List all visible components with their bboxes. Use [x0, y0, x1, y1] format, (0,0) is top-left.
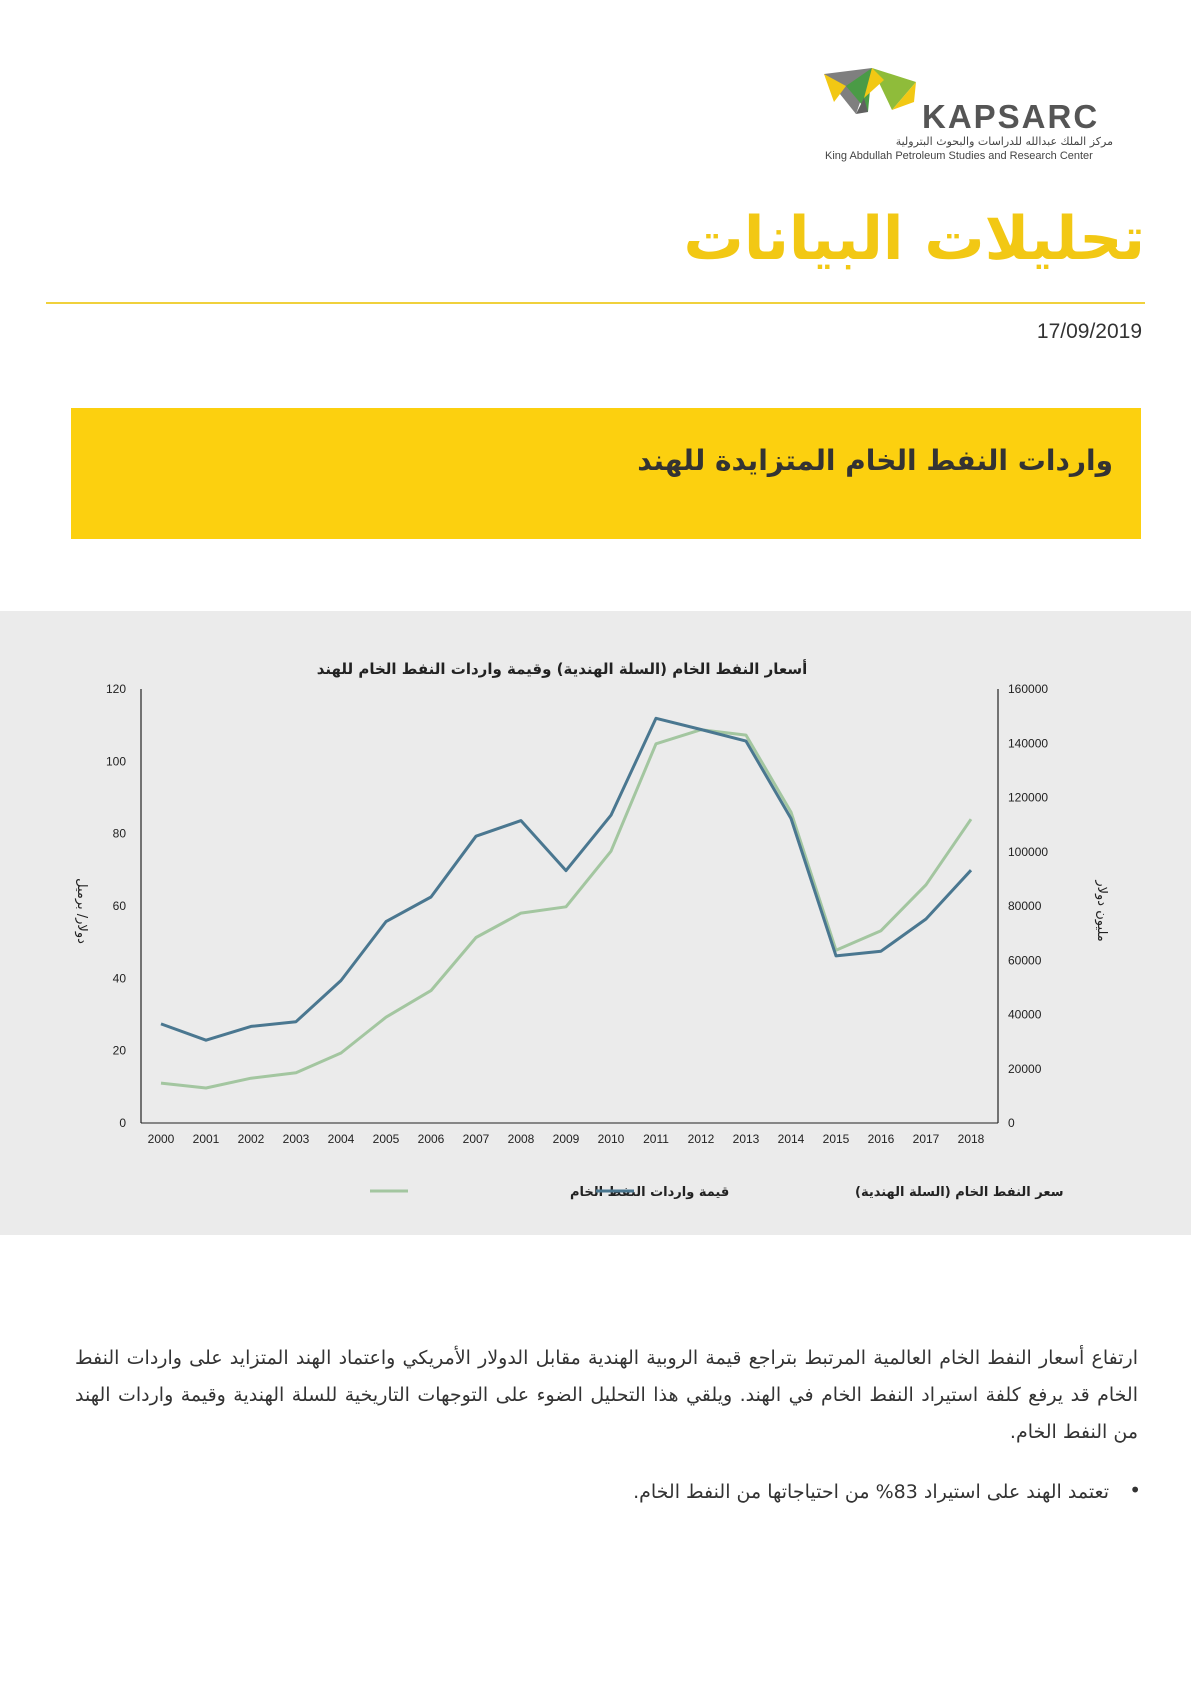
left-axis-label: دولار/ برميل — [74, 878, 89, 944]
logo-wordmark: KAPSARC — [922, 98, 1100, 135]
x-tick-label: 2007 — [462, 1132, 490, 1146]
kapsarc-logo — [820, 66, 1120, 166]
publication-date: 17/09/2019 — [1036, 320, 1142, 343]
x-tick-label: 2006 — [417, 1132, 445, 1146]
x-tick-label: 2011 — [643, 1132, 669, 1146]
right-tick-label: 60000 — [1008, 953, 1042, 968]
title-divider — [46, 302, 1145, 304]
x-tick-label: 2005 — [372, 1132, 400, 1146]
crude-price-series-line — [161, 718, 971, 1040]
banner-title: واردات النفط الخام المتزايدة للهند — [637, 444, 1113, 477]
x-tick-label: 2001 — [192, 1132, 220, 1146]
left-tick-label: 100 — [105, 754, 126, 769]
left-tick-label: 60 — [112, 899, 126, 913]
x-tick-label: 2015 — [822, 1132, 850, 1146]
x-tick-label: 2002 — [237, 1132, 265, 1146]
x-tick-label: 2012 — [687, 1132, 715, 1146]
right-tick-label: 0 — [1008, 1116, 1015, 1130]
x-tick-label: 2009 — [552, 1132, 580, 1146]
logo-arabic-name: مركز الملك عبدالله للدراسات والبحوث البترولية — [895, 135, 1113, 148]
right-tick-label: 160000 — [1008, 682, 1049, 696]
left-tick-label: 20 — [112, 1043, 126, 1058]
logo-mark-icon — [820, 66, 920, 116]
bullet-item: تعتمد الهند على استيراد 83% من احتياجاتها من النفط الخام. — [633, 1481, 1109, 1503]
right-tick-label: 100000 — [1008, 844, 1049, 859]
left-tick-label: 120 — [105, 682, 126, 696]
left-tick-label: 40 — [112, 971, 126, 986]
import-value-series-line — [161, 730, 971, 1088]
intro-paragraph: ارتفاع أسعار النفط الخام العالمية المرتبط بتراجع قيمة الروبية الهندية مقابل الدولار الأمريكي واعتماد الهند المتزايد على واردات النفط الخام قد يرفع كلفة استيراد النفط الخام في الهند. ويلقي هذا التحليل الضوء على التوجهات التاريخية للسلة الهندية وقيمة واردات الهند من النفط الخام. — [75, 1347, 1138, 1443]
right-tick-label: 140000 — [1008, 736, 1049, 751]
right-tick-label: 20000 — [1008, 1061, 1042, 1076]
right-axis-label: مليون دولار — [1094, 880, 1109, 942]
logo-english-name: King Abdullah Petroleum Studies and Research Center — [825, 150, 1093, 162]
left-tick-label: 0 — [119, 1116, 126, 1130]
legend-label: قيمة واردات النفط الخام — [570, 1185, 730, 1200]
x-tick-label: 2003 — [282, 1132, 310, 1146]
x-tick-label: 2008 — [507, 1132, 535, 1146]
x-tick-label: 2004 — [327, 1132, 355, 1146]
chart-title: أسعار النفط الخام (السلة الهندية) وقيمة واردات النفط الخام للهند — [316, 660, 808, 678]
x-tick-label: 2017 — [912, 1132, 940, 1146]
right-tick-label: 80000 — [1008, 899, 1042, 913]
x-tick-label: 2010 — [597, 1132, 625, 1146]
chart-panel — [0, 611, 1191, 1235]
x-tick-label: 2016 — [867, 1132, 895, 1146]
x-tick-label: 2013 — [732, 1132, 760, 1146]
x-tick-label: 2000 — [147, 1132, 175, 1146]
x-tick-label: 2014 — [777, 1132, 805, 1146]
bullet-marker: • — [1129, 1478, 1141, 1502]
dual-axis-line-chart — [0, 611, 1191, 1235]
right-tick-label: 40000 — [1008, 1007, 1042, 1022]
page-title: تحليلات البيانات — [683, 204, 1145, 274]
right-tick-label: 120000 — [1008, 790, 1049, 805]
left-tick-label: 80 — [112, 826, 126, 841]
x-tick-label: 2018 — [957, 1132, 985, 1146]
legend-label: سعر النفط الخام (السلة الهندية) — [855, 1185, 1064, 1200]
headline-banner — [71, 408, 1141, 539]
